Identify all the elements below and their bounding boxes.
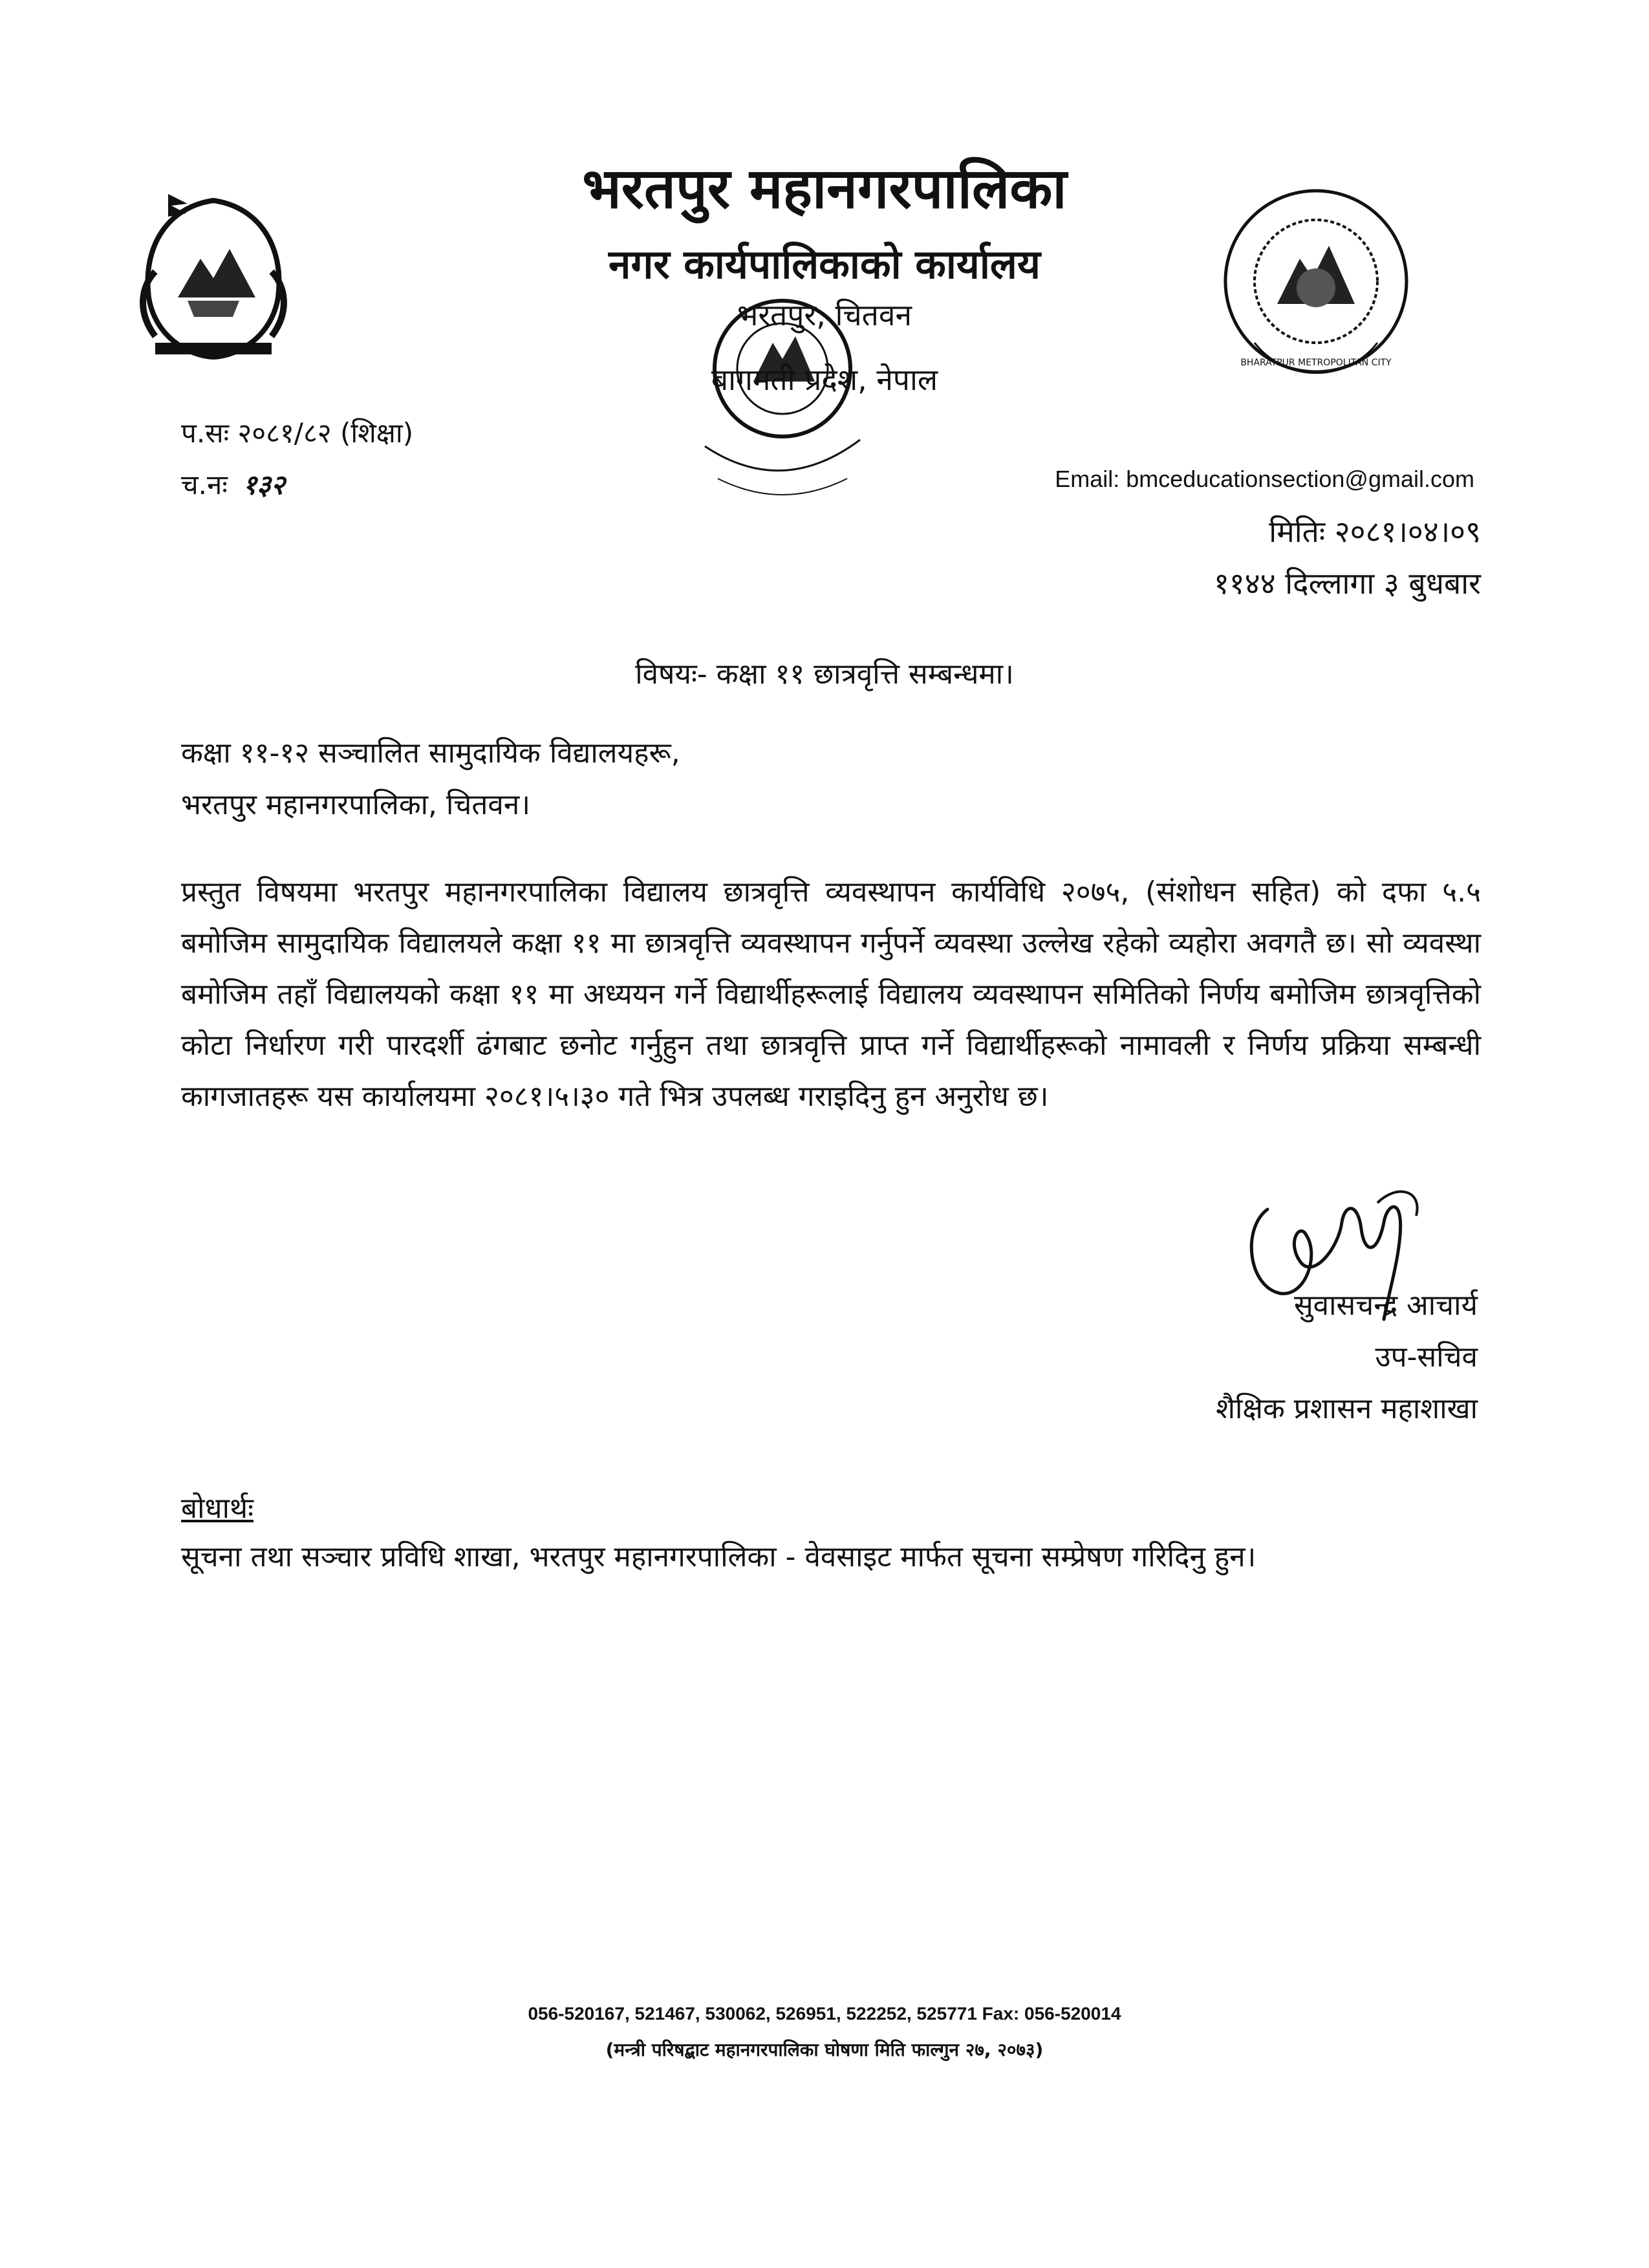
signatory-designation: उप-सचिव — [1375, 1341, 1478, 1374]
subject-line: विषयः- कक्षा ११ छात्रवृत्ति सम्बन्धमा। — [635, 658, 1014, 691]
office-subtitle: नगर कार्यपालिकाको कार्यालय — [609, 241, 1040, 288]
dispatch-label: च.नः — [181, 469, 228, 501]
addressee-line-1: कक्षा ११-१२ सञ्चालित सामुदायिक विद्यालयहरू, — [181, 737, 680, 770]
signatory-division: शैक्षिक प्रशासन महाशाखा — [1216, 1392, 1478, 1425]
office-title: भरतपुर महानगरपालिका — [582, 157, 1067, 221]
cc-text: सूचना तथा सञ्चार प्रविधि शाखा, भरतपुर महानगरपालिका - वेवसाइट मार्फत सूचना सम्प्रेषण गरिदिनु हुन। — [181, 1540, 1256, 1573]
address-line-1: भरतपुर, चितवन — [737, 297, 912, 332]
date-nepal-sambat: ११४४ दिल्लागा ३ बुधबार — [1213, 566, 1481, 601]
letter-body: प्रस्तुत विषयमा भरतपुर महानगरपालिका विद्यालय छात्रवृत्ति व्यवस्थापन कार्यविधि २०७५, (संशोधन सहित) को दफा ५.५ बमोजिम सामुदायिक विद्यालयले कक्षा ११ मा छात्रवृत्ति व्यवस्थापन गर्नुपर्ने व्यवस्था उल्लेख रहेको व्यहोरा अवगतै छ। सो व्यवस्था बमोजिम तहाँ विद्यालयको कक्षा ११ मा अध्ययन गर्ने विद्यार्थीहरूलाई विद्यालय व्यवस्थापन समितिको निर्णय बमोजिम छात्रवृत्तिको कोटा निर्धारण गरी पारदर्शी ढंगबाट छनोट गर्नुहुन तथा छात्रवृत्ति प्राप्त गर्ने विद्यार्थीहरूको नामावली र निर्णय प्रक्रिया सम्बन्धी कागजातहरू यस कार्यालयमा २०८१।५।३० गते भित्र उपलब्ध गराइदिनु हुन अनुरोध छ। — [181, 876, 1481, 1113]
footer-declaration: (मन्त्री परिषद्बाट महानगरपालिका घोषणा मिति फाल्गुन २७, २०७३) — [605, 2039, 1044, 2060]
footer-phone-fax: 056-520167, 521467, 530062, 526951, 522252, 525771 Fax: 056-520014 — [528, 2003, 1121, 2024]
email-address: Email: bmceducationsection@gmail.com — [1055, 466, 1474, 492]
dispatch-number-row — [181, 466, 285, 502]
reference-number: प.सः २०८१/८२ (शिक्षा) — [181, 417, 414, 449]
address-line-2: बागमती प्रदेश, नेपाल — [711, 362, 938, 397]
signatory-name: सुवासचन्द्र आचार्य — [1293, 1289, 1478, 1322]
date-bs: मितिः २०८१।०४।०९ — [1269, 514, 1481, 549]
logo-seal-text: BHARATPUR METROPOLITAN CITY — [1240, 358, 1392, 368]
cc-heading: बोधार्थः — [181, 1492, 253, 1525]
addressee-line-2: भरतपुर महानगरपालिका, चितवन। — [181, 788, 530, 821]
dispatch-number: १३२ — [242, 469, 285, 501]
